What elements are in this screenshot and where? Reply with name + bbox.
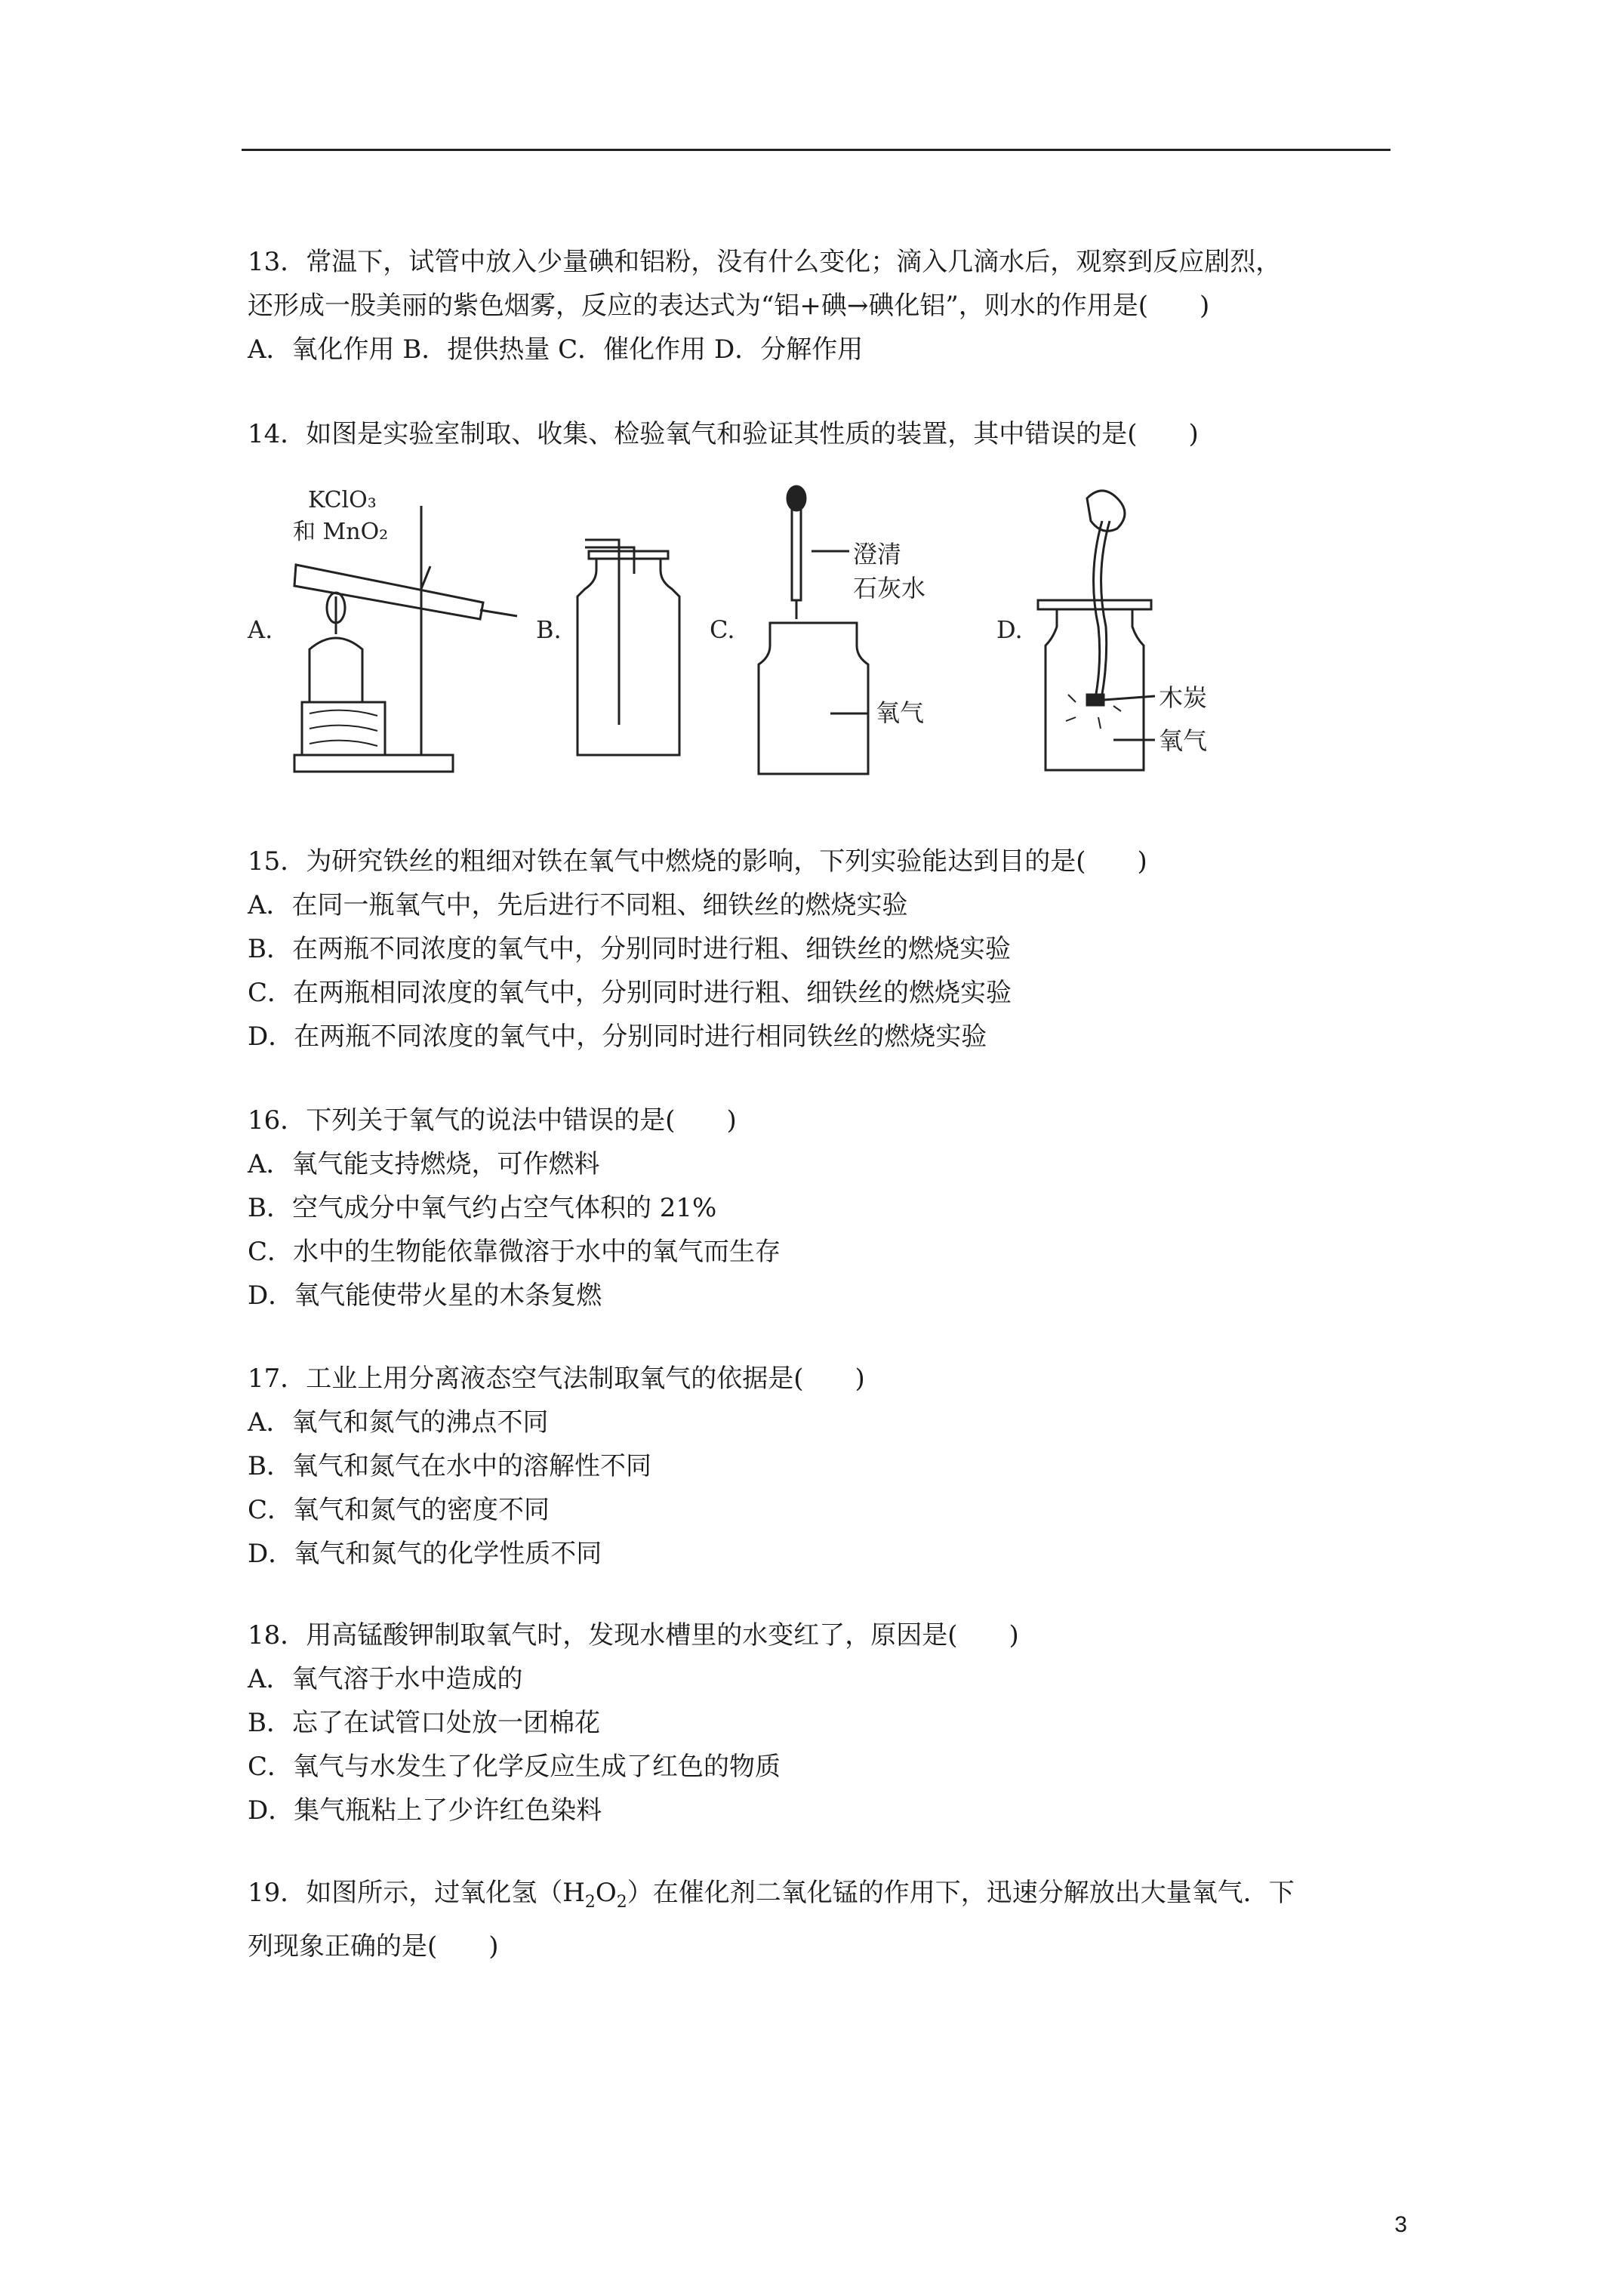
option-d-letter: D. — [996, 615, 1023, 644]
charcoal — [1087, 695, 1104, 705]
alcohol-lamp — [310, 638, 362, 702]
question-18-option-d: D．集气瓶粘上了少许红色染料 — [248, 1795, 602, 1826]
clamp — [421, 566, 430, 589]
question-16-option-b: B．空气成分中氧气约占空气体积的 21% — [248, 1193, 717, 1223]
question-18-option-b: B．忘了在试管口处放一团棉花 — [248, 1708, 600, 1738]
option-a-letter: A. — [248, 615, 273, 644]
question-16-stem: 16．下列关于氧气的说法中错误的是( ) — [248, 1105, 737, 1136]
oxygen-label-d: 氧气 — [1159, 726, 1208, 755]
delivery-tube — [480, 610, 517, 616]
limewater-label-2: 石灰水 — [853, 574, 926, 603]
question-13-line2: 还形成一股美丽的紫色烟雾，反应的表达式为“铝+碘→碘化铝”，则水的作用是( ) — [248, 291, 1210, 321]
option-c-letter: C. — [710, 615, 735, 644]
question-17-option-d: D．氧气和氮气的化学性质不同 — [248, 1539, 602, 1569]
test-tube — [294, 565, 483, 619]
question-19-line1: 19．如图所示，过氧化氢$(H_2O_2)$在催化剂二氧化锰的作用下，迅速分解放出大量氧气．下 — [248, 1878, 1295, 1912]
apparatus-d — [996, 491, 1207, 770]
apparatus-c — [710, 486, 925, 774]
question-15-option-d: D．在两瓶不同浓度的氧气中，分别同时进行相同铁丝的燃烧实验 — [248, 1022, 987, 1052]
question-15-option-b: B．在两瓶不同浓度的氧气中，分别同时进行粗、细铁丝的燃烧实验 — [248, 934, 1011, 964]
charcoal-label: 木炭 — [1159, 683, 1208, 712]
long-tube — [585, 540, 619, 725]
question-17-stem: 17．工业上用分离液态空气法制取氧气的依据是( ) — [248, 1364, 865, 1394]
question-13 — [248, 240, 1395, 371]
dropper-tube — [792, 510, 801, 600]
limewater-label-1: 澄清 — [853, 540, 902, 569]
page-number: 3 — [1394, 2212, 1407, 2237]
question-15-option-c: C．在两瓶相同浓度的氧气中，分别同时进行粗、细铁丝的燃烧实验 — [248, 978, 1012, 1008]
oxygen-bottle-d — [1046, 609, 1144, 770]
stand-base — [294, 755, 453, 772]
question-13-options: A．氧化作用 B．提供热量 C．催化作用 D．分解作用 — [248, 334, 864, 365]
charcoal-pointer — [1104, 696, 1155, 700]
apparatus-a — [247, 487, 517, 772]
dropper-bulb — [787, 486, 805, 510]
question-17-option-a: A．氧气和氮气的沸点不同 — [248, 1407, 549, 1438]
question-16-option-d: D．氧气能使带火星的木条复燃 — [248, 1281, 602, 1311]
bottle-stopper — [589, 551, 668, 559]
wood-grain — [310, 710, 377, 746]
question-15-option-a: A．在同一瓶氧气中，先后进行不同粗、细铁丝的燃烧实验 — [248, 890, 908, 920]
apparatus-b — [536, 540, 679, 755]
question-14-stem: 14．如图是实验室制取、收集、检验氧气和验证其性质的装置，其中错误的是( ) — [248, 419, 1199, 449]
tongs-arm — [1101, 521, 1110, 702]
header-rule — [242, 149, 1390, 151]
question-18 — [248, 1613, 1395, 1832]
question-16 — [248, 1099, 1395, 1318]
question-16-option-a: A．氧气能支持燃烧，可作燃料 — [248, 1149, 600, 1179]
mno2-label: 和 MnO₂ — [293, 519, 389, 545]
question-17-option-c: C．氧气和氮气的密度不同 — [248, 1495, 550, 1525]
oxygen-label-c: 氧气 — [876, 698, 925, 727]
tongs-handle — [1087, 491, 1125, 531]
oxygen-bottle-c — [759, 623, 868, 774]
kclo3-label: KClO₃ — [308, 487, 377, 513]
question-19-line2: 列现象正确的是( ) — [248, 1931, 499, 1962]
question-18-option-c: C．氧气与水发生了化学反应生成了红色的物质 — [248, 1752, 781, 1782]
question-17-option-b: B．氧气和氮气在水中的溶解性不同 — [248, 1451, 651, 1481]
apparatus-figure — [242, 476, 1329, 793]
question-18-option-a: A．氧气溶于水中造成的 — [248, 1664, 523, 1694]
gas-bottle — [577, 559, 679, 755]
question-16-option-c: C．水中的生物能依靠微溶于水中的氧气而生存 — [248, 1237, 781, 1267]
question-19 — [248, 1871, 1395, 1968]
tongs — [1094, 521, 1102, 702]
option-b-letter: B. — [536, 615, 562, 644]
question-15 — [248, 840, 1395, 1059]
question-18-stem: 18．用高锰酸钾制取氧气时，发现水槽里的水变红了，原因是( ) — [248, 1620, 1019, 1650]
question-15-stem: 15．为研究铁丝的粗细对铁在氧气中燃烧的影响，下列实验能达到目的是( ) — [248, 846, 1147, 877]
question-17 — [248, 1357, 1395, 1576]
question-13-line1: 13．常温下，试管中放入少量碘和铝粉，没有什么变化；滴入几滴水后，观察到反应剧烈， — [248, 247, 1282, 277]
